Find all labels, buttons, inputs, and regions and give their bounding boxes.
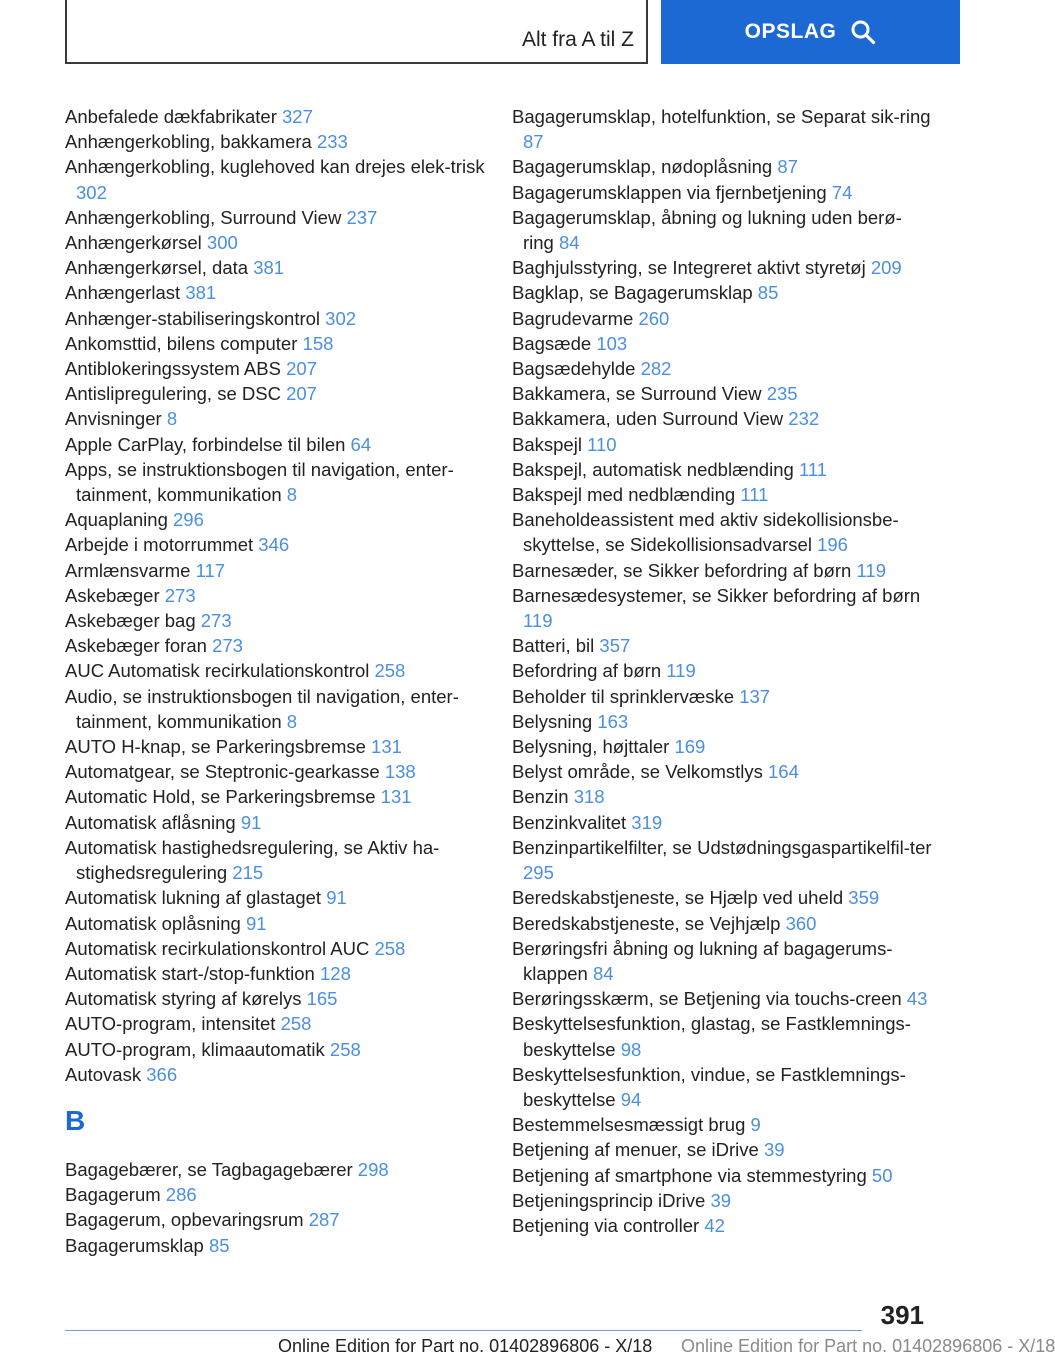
page-reference-link[interactable]: 85 xyxy=(208,1234,230,1256)
page-reference-link[interactable]: 111 xyxy=(798,458,828,480)
page-reference-link[interactable]: 366 xyxy=(146,1063,178,1085)
page-reference-link[interactable]: 137 xyxy=(739,685,771,707)
index-column-left xyxy=(65,104,485,1258)
page-reference-link[interactable]: 131 xyxy=(371,736,402,758)
index-entry xyxy=(512,331,932,356)
index-entry xyxy=(65,684,485,734)
index-entry xyxy=(512,255,932,280)
index-entry xyxy=(512,482,932,507)
index-entry xyxy=(512,835,932,885)
page-reference-link[interactable]: 158 xyxy=(302,332,334,354)
index-entry-text: Bagagerum xyxy=(65,1184,161,1206)
index-entry-text: Bakspejl, automatisk nedblænding xyxy=(512,458,794,480)
page-reference-link[interactable]: 258 xyxy=(374,937,406,959)
index-entry-text: Anhænger-stabiliseringskontrol xyxy=(65,307,321,329)
page-reference-link[interactable]: 131 xyxy=(380,786,412,808)
index-entry-text: Beholder til sprinklervæske xyxy=(512,685,735,707)
index-entry-text: Batteri, bil xyxy=(512,635,595,657)
page-reference-link[interactable]: 119 xyxy=(666,660,696,682)
index-entry xyxy=(512,734,932,759)
page-reference-link[interactable]: 98 xyxy=(620,1038,642,1060)
index-entry-text: Bakkamera, se Surround View xyxy=(512,383,762,405)
index-entry-text: Benzinpartikelfilter, se Udstødningsgaspartikelfil-ter xyxy=(512,836,932,858)
page-reference-link[interactable]: 91 xyxy=(326,887,347,909)
page-reference-link[interactable]: 260 xyxy=(638,307,670,329)
index-entry-text: Bagklap, se Bagagerumsklap xyxy=(512,282,753,304)
page-reference-link[interactable]: 50 xyxy=(871,1164,893,1186)
index-entry xyxy=(512,1011,932,1061)
index-entry-text: Anhængerkobling, Surround View xyxy=(65,206,342,228)
index-entry-text: Automatisk aflåsning xyxy=(65,811,236,833)
page-reference-link[interactable]: 258 xyxy=(329,1038,361,1060)
index-entry-text: Benzinkvalitet xyxy=(512,811,627,833)
index-entry xyxy=(512,306,932,331)
page-reference-link[interactable]: 91 xyxy=(240,811,262,833)
index-entry-text: Armlænsvarme xyxy=(65,559,191,581)
index-entry-text: AUTO-program, klimaautomatik xyxy=(65,1038,325,1060)
page-number: 391 xyxy=(880,1300,924,1330)
page-reference-link[interactable]: 163 xyxy=(597,710,629,732)
index-entry xyxy=(65,1233,485,1258)
index-entry xyxy=(65,759,485,784)
index-entry xyxy=(512,432,932,457)
index-entry xyxy=(65,230,485,255)
index-entry-text: Beredskabstjeneste, se Vejhjælp xyxy=(512,912,781,934)
index-entry-text: Bagagerumsklap xyxy=(65,1234,204,1256)
page-reference-link[interactable]: 258 xyxy=(374,660,406,682)
index-entry-text: Askebæger foran xyxy=(65,635,207,657)
index-entry xyxy=(65,255,485,280)
index-entry-text: Bakspejl xyxy=(512,433,582,455)
index-entry-text: Benzin xyxy=(512,786,569,808)
page-reference-link[interactable]: 207 xyxy=(286,383,317,405)
page-reference-link[interactable]: 8 xyxy=(286,484,298,506)
page-reference-link[interactable]: 273 xyxy=(200,610,232,632)
page-reference-link[interactable]: 117 xyxy=(195,559,226,581)
index-entry xyxy=(65,1207,485,1232)
index-entry-text: Askebæger xyxy=(65,584,160,606)
index-column-right xyxy=(512,104,932,1238)
index-entry-text: Bakkamera, uden Surround View xyxy=(512,408,784,430)
page-reference-link[interactable]: 360 xyxy=(785,912,817,934)
index-entry-text: Bagsæde xyxy=(512,332,592,354)
index-entry-text: Berøringsfri åbning og lukning af bagagerums-klappen xyxy=(512,937,893,984)
index-entry-text: Baghjulsstyring, se Integreret aktivt styretøj xyxy=(512,257,866,279)
section-tab-label: Alt fra A til Z xyxy=(521,28,634,51)
index-entry-text: Bagsædehylde xyxy=(512,358,636,380)
page-reference-link[interactable]: 381 xyxy=(185,282,217,304)
page-reference-link[interactable]: 111 xyxy=(740,484,769,506)
index-entry xyxy=(512,154,932,179)
page-reference-link[interactable]: 296 xyxy=(173,509,204,531)
page-reference-link[interactable]: 237 xyxy=(346,206,378,228)
index-entry-text: Anhængerkobling, kuglehoved kan drejes elek-trisk xyxy=(65,156,485,178)
page-reference-link[interactable]: 87 xyxy=(523,131,544,153)
page-reference-link[interactable]: 196 xyxy=(817,534,848,556)
page-reference-link[interactable]: 138 xyxy=(384,761,416,783)
index-entry xyxy=(65,205,485,230)
search-icon xyxy=(850,19,876,45)
index-entry-text: Autovask xyxy=(65,1063,142,1085)
page-reference-link[interactable]: 64 xyxy=(350,433,372,455)
index-entry xyxy=(512,1188,932,1213)
index-entry xyxy=(512,104,932,154)
index-entry xyxy=(65,1062,485,1087)
index-entry xyxy=(512,1137,932,1162)
page-reference-link[interactable]: 42 xyxy=(704,1214,725,1236)
index-entry-text: Betjening af menuer, se iDrive xyxy=(512,1139,759,1161)
index-entry xyxy=(65,658,485,683)
index-entry xyxy=(65,810,485,835)
index-entry xyxy=(512,936,932,986)
index-entry xyxy=(65,356,485,381)
page-reference-link[interactable]: 169 xyxy=(674,736,706,758)
index-entry xyxy=(65,885,485,910)
page-reference-link[interactable]: 346 xyxy=(258,534,290,556)
index-entry-text: AUTO-program, intensitet xyxy=(65,1013,276,1035)
index-list-right xyxy=(512,104,932,1238)
index-entry xyxy=(65,532,485,557)
index-entry xyxy=(512,709,932,734)
index-entry xyxy=(512,1213,932,1238)
index-entry xyxy=(65,381,485,406)
index-entry-text: Berøringsskærm, se Betjening via touchs-creen xyxy=(512,988,902,1010)
index-entry-text: Apple CarPlay, forbindelse til bilen xyxy=(65,433,346,455)
index-entry xyxy=(65,129,485,154)
index-entry xyxy=(512,684,932,709)
index-entry-text: Anbefalede dækfabrikater xyxy=(65,106,277,127)
index-entry-text: Bagagerum, opbevaringsrum xyxy=(65,1209,304,1231)
index-entry-text: Beredskabstjeneste, se Hjælp ved uheld xyxy=(512,887,844,909)
index-entry xyxy=(512,885,932,910)
index-entry-text: Bestemmelsesmæssigt brug xyxy=(512,1114,746,1136)
index-entry xyxy=(65,280,485,305)
index-entry-text: Betjeningsprincip iDrive xyxy=(512,1189,706,1211)
page-reference-link[interactable]: 295 xyxy=(523,862,554,884)
page-reference-link[interactable]: 119 xyxy=(856,559,886,581)
index-entry-text: Automatisk hastighedsregulering, se Aktiv ha-stighedsregulering xyxy=(65,836,440,884)
index-list-a xyxy=(65,104,485,1087)
index-entry-text: Audio, se instruktionsbogen til navigation, enter-tainment, kommunikation xyxy=(65,685,459,732)
index-entry-text: Automatisk lukning af glastaget xyxy=(65,887,322,909)
index-entry xyxy=(65,154,485,204)
index-entry-text: Bagagerumsklap, nødoplåsning xyxy=(512,156,773,178)
index-entry xyxy=(512,810,932,835)
index-entry xyxy=(512,356,932,381)
index-entry xyxy=(65,432,485,457)
page-reference-link[interactable]: 164 xyxy=(768,761,799,783)
index-entry xyxy=(512,406,932,431)
index-entry-text: Anhængerlast xyxy=(65,282,181,304)
page-reference-link[interactable]: 207 xyxy=(286,358,317,380)
index-entry-text: Barnesædesystemer, se Sikker befordring af børn xyxy=(512,584,921,606)
index-entry xyxy=(65,936,485,961)
page-reference-link[interactable]: 119 xyxy=(523,610,553,632)
page-reference-link[interactable]: 39 xyxy=(710,1189,732,1211)
page-reference-link[interactable]: 110 xyxy=(587,433,617,455)
page-reference-link[interactable]: 273 xyxy=(164,584,196,606)
index-entry xyxy=(65,1182,485,1207)
index-entry-text: Aquaplaning xyxy=(65,509,168,531)
section-tab[interactable] xyxy=(65,0,648,64)
index-entry xyxy=(65,734,485,759)
index-entry-text: Automatgear, se Steptronic-gearkasse xyxy=(65,761,380,783)
index-entry-text: Anhængerkobling, bakkamera xyxy=(65,131,312,153)
page-reference-link[interactable]: 85 xyxy=(757,282,779,304)
index-entry-text: Betjening af smartphone via stemmestyring xyxy=(512,1164,867,1186)
page-reference-link[interactable]: 357 xyxy=(599,635,631,657)
page-reference-link[interactable]: 298 xyxy=(357,1158,389,1180)
index-entry-text: Askebæger bag xyxy=(65,610,196,632)
page-reference-link[interactable]: 273 xyxy=(212,635,243,657)
page-reference-link[interactable]: 318 xyxy=(573,786,605,808)
index-entry xyxy=(65,104,485,129)
index-entry xyxy=(65,986,485,1011)
page-reference-link[interactable]: 300 xyxy=(206,232,238,254)
index-entry-text: Bagrudevarme xyxy=(512,307,634,329)
page-reference-link[interactable]: 302 xyxy=(325,307,357,329)
index-entry-text: Bagagerumsklap, hotelfunktion, se Separat sik-ring xyxy=(512,106,931,127)
index-entry-text: Belysning, højttaler xyxy=(512,736,670,758)
page-reference-link[interactable]: 91 xyxy=(246,912,267,934)
index-entry-text: Bagagerumsklappen via fjernbetjening xyxy=(512,181,827,203)
index-entry xyxy=(65,457,485,507)
page-reference-link[interactable]: 165 xyxy=(306,988,338,1010)
index-entry xyxy=(65,1037,485,1062)
page-reference-link[interactable]: 302 xyxy=(76,181,107,203)
index-entry xyxy=(65,911,485,936)
index-entry xyxy=(65,406,485,431)
index-entry-text: Automatisk recirkulationskontrol AUC xyxy=(65,937,370,959)
page-reference-link[interactable]: 286 xyxy=(165,1184,197,1206)
watermark: Online Edition for Part no. 01402896806 - X/18 xyxy=(681,1336,1055,1356)
index-entry xyxy=(65,306,485,331)
index-entry xyxy=(65,835,485,885)
page-reference-link[interactable]: 43 xyxy=(906,988,928,1010)
index-entry-text: Beskyttelsesfunktion, glastag, se Fastklemnings-beskyttelse xyxy=(512,1013,911,1060)
page-reference-link[interactable]: 215 xyxy=(232,862,264,884)
index-entry-text: Belysning xyxy=(512,710,593,732)
index-entry xyxy=(512,280,932,305)
page-reference-link[interactable]: 87 xyxy=(777,156,798,178)
page-reference-link[interactable]: 84 xyxy=(592,962,614,984)
index-entry-text: Ankomsttid, bilens computer xyxy=(65,332,298,354)
index-entry-text: Antiblokeringssystem ABS xyxy=(65,358,281,380)
index-entry xyxy=(512,658,932,683)
footer-divider xyxy=(65,1330,862,1331)
lookup-button-label: OPSLAG xyxy=(744,20,837,43)
page-reference-link[interactable]: 232 xyxy=(788,408,820,430)
index-entry xyxy=(512,986,932,1011)
page-reference-link[interactable]: 381 xyxy=(253,257,285,279)
index-entry xyxy=(65,633,485,658)
index-entry xyxy=(65,1011,485,1036)
page-reference-link[interactable]: 287 xyxy=(308,1209,340,1231)
page-reference-link[interactable]: 84 xyxy=(559,232,580,254)
index-entry-text: Anhængerkørsel xyxy=(65,232,202,254)
index-entry xyxy=(65,1157,485,1182)
index-entry-text: AUC Automatisk recirkulationskontrol xyxy=(65,660,370,682)
index-entry xyxy=(65,558,485,583)
section-letter: B xyxy=(65,1104,86,1136)
index-entry-text: Barnesæder, se Sikker befordring af børn xyxy=(512,559,852,581)
index-entry xyxy=(512,784,932,809)
index-entry xyxy=(65,961,485,986)
index-list-b xyxy=(65,1157,485,1258)
index-entry xyxy=(512,911,932,936)
edition-text: Online Edition for Part no. 01402896806 - X/18 xyxy=(278,1336,653,1356)
page-reference-link[interactable]: 359 xyxy=(848,887,880,909)
index-entry-text: Bakspejl med nedblænding xyxy=(512,484,736,506)
index-entry xyxy=(512,507,932,557)
index-entry-text: Automatisk oplåsning xyxy=(65,912,241,934)
index-entry-text: AUTO H-knap, se Parkeringsbremse xyxy=(65,736,366,758)
page-reference-link[interactable]: 319 xyxy=(631,811,663,833)
index-entry-text: Befordring af børn xyxy=(512,660,662,682)
index-entry-text: Arbejde i motorrummet xyxy=(65,534,254,556)
index-entry xyxy=(512,1112,932,1137)
page-reference-link[interactable]: 258 xyxy=(280,1013,312,1035)
page-reference-link[interactable]: 327 xyxy=(282,106,313,127)
index-entry-text: Automatisk styring af kørelys xyxy=(65,988,302,1010)
index-entry-text: Apps, se instruktionsbogen til navigation, enter-tainment, kommunikation xyxy=(65,458,454,506)
index-entry-text: Betjening via controller xyxy=(512,1214,700,1236)
index-entry xyxy=(65,331,485,356)
index-entry-text: Belyst område, se Velkomstlys xyxy=(512,761,763,783)
index-entry xyxy=(512,205,932,255)
page-reference-link[interactable]: 8 xyxy=(286,710,298,732)
index-entry-text: Anvisninger xyxy=(65,408,162,430)
index-entry xyxy=(65,583,485,608)
index-entry xyxy=(512,583,932,633)
page-reference-link[interactable]: 39 xyxy=(763,1139,785,1161)
index-entry-text: Automatic Hold, se Parkeringsbremse xyxy=(65,786,376,808)
index-entry xyxy=(512,558,932,583)
page-reference-link[interactable]: 209 xyxy=(870,257,902,279)
index-entry xyxy=(512,381,932,406)
index-entry-text: Anhængerkørsel, data xyxy=(65,257,249,279)
index-entry xyxy=(512,759,932,784)
index-entry-text: Automatisk start-/stop-funktion xyxy=(65,962,315,984)
page-reference-link[interactable]: 8 xyxy=(166,408,178,430)
index-entry xyxy=(512,1062,932,1112)
page-reference-link[interactable]: 74 xyxy=(831,181,853,203)
index-entry xyxy=(65,784,485,809)
page-reference-link[interactable]: 235 xyxy=(766,383,798,405)
index-entry xyxy=(512,457,932,482)
page-reference-link[interactable]: 103 xyxy=(596,332,628,354)
index-entry-text: Baneholdeassistent med aktiv sidekollisionsbe-skyttelse, se Sidekollisionsadvarsel xyxy=(512,509,899,556)
page-reference-link[interactable]: 128 xyxy=(320,962,351,984)
page-reference-link[interactable]: 94 xyxy=(620,1088,642,1110)
index-entry-text: Bagagebærer, se Tagbagagebærer xyxy=(65,1158,353,1180)
page-reference-link[interactable]: 9 xyxy=(750,1114,761,1136)
index-entry xyxy=(65,507,485,532)
lookup-button[interactable] xyxy=(661,0,960,64)
index-entry xyxy=(512,180,932,205)
page-reference-link[interactable]: 233 xyxy=(316,131,348,153)
index-entry xyxy=(512,1163,932,1188)
index-entry xyxy=(65,608,485,633)
index-entry-text: Bagagerumsklap, åbning og lukning uden berø-ring xyxy=(512,206,902,254)
page-reference-link[interactable]: 282 xyxy=(640,358,672,380)
index-entry xyxy=(512,633,932,658)
index-entry-text: Beskyttelsesfunktion, vindue, se Fastklemnings-beskyttelse xyxy=(512,1063,906,1110)
index-entry-text: Antislipregulering, se DSC xyxy=(65,383,281,405)
